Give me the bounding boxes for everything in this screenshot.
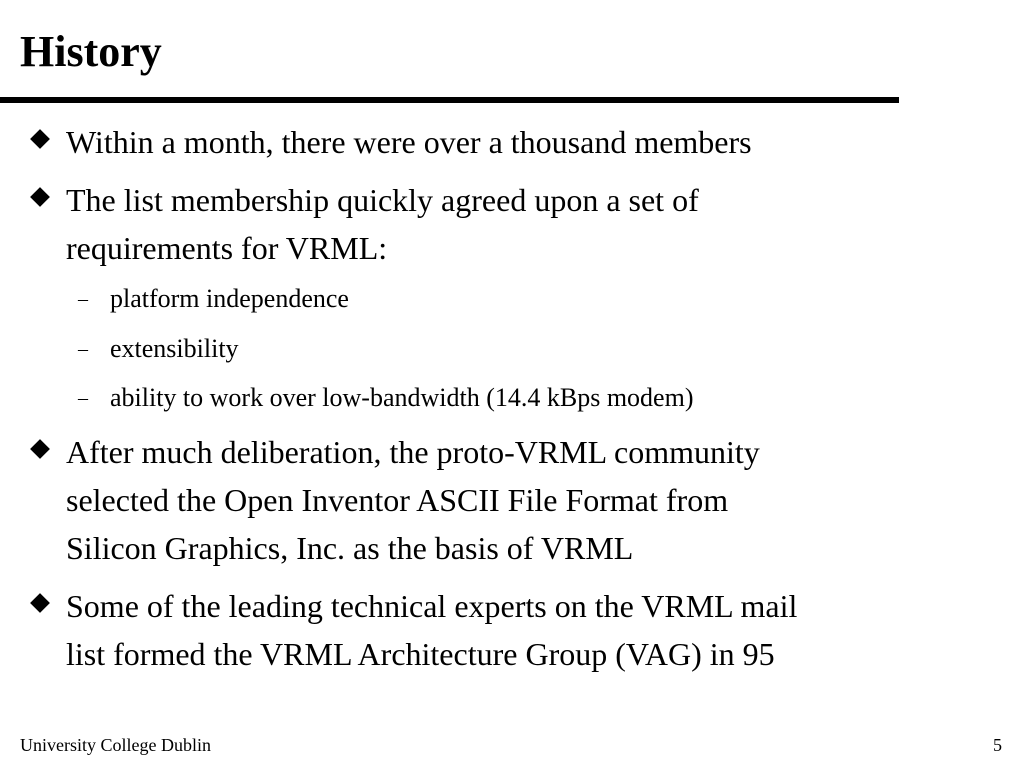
sub-bullet-text: ability to work over low-bandwidth (14.4 kBps modem) bbox=[110, 383, 694, 412]
bullet-text bbox=[66, 176, 986, 272]
bullet-text bbox=[66, 582, 986, 678]
bullet-line: requirements for VRML: bbox=[66, 230, 388, 266]
bullet-line: Silicon Graphics, Inc. as the basis of VRML bbox=[66, 530, 634, 566]
dash-bullet-icon: – bbox=[78, 387, 88, 409]
bullet-line: Within a month, there were over a thousand members bbox=[66, 124, 752, 160]
sub-bullet-text: extensibility bbox=[110, 334, 239, 363]
bullet-text bbox=[66, 428, 986, 572]
bullet-line: The list membership quickly agreed upon a set of bbox=[66, 182, 699, 218]
footer-page-number: 5 bbox=[993, 735, 1002, 755]
bullet-line: After much deliberation, the proto-VRML community bbox=[66, 434, 760, 470]
diamond-bullet-icon bbox=[30, 187, 50, 207]
bullet-line: Some of the leading technical experts on the VRML mail bbox=[66, 588, 798, 624]
diamond-bullet-icon bbox=[30, 129, 50, 149]
bullet-line: list formed the VRML Architecture Group (VAG) in 95 bbox=[66, 636, 775, 672]
sub-bullet-text: platform independence bbox=[110, 284, 349, 313]
dash-bullet-icon: – bbox=[78, 338, 88, 360]
dash-bullet-icon: – bbox=[78, 288, 88, 310]
footer-institution: University College Dublin bbox=[20, 735, 211, 755]
diamond-bullet-icon bbox=[30, 593, 50, 613]
diamond-bullet-icon bbox=[30, 439, 50, 459]
slide-title: History bbox=[20, 27, 162, 76]
bullet-text bbox=[66, 118, 986, 166]
bullet-line: selected the Open Inventor ASCII File Format from bbox=[66, 482, 729, 518]
